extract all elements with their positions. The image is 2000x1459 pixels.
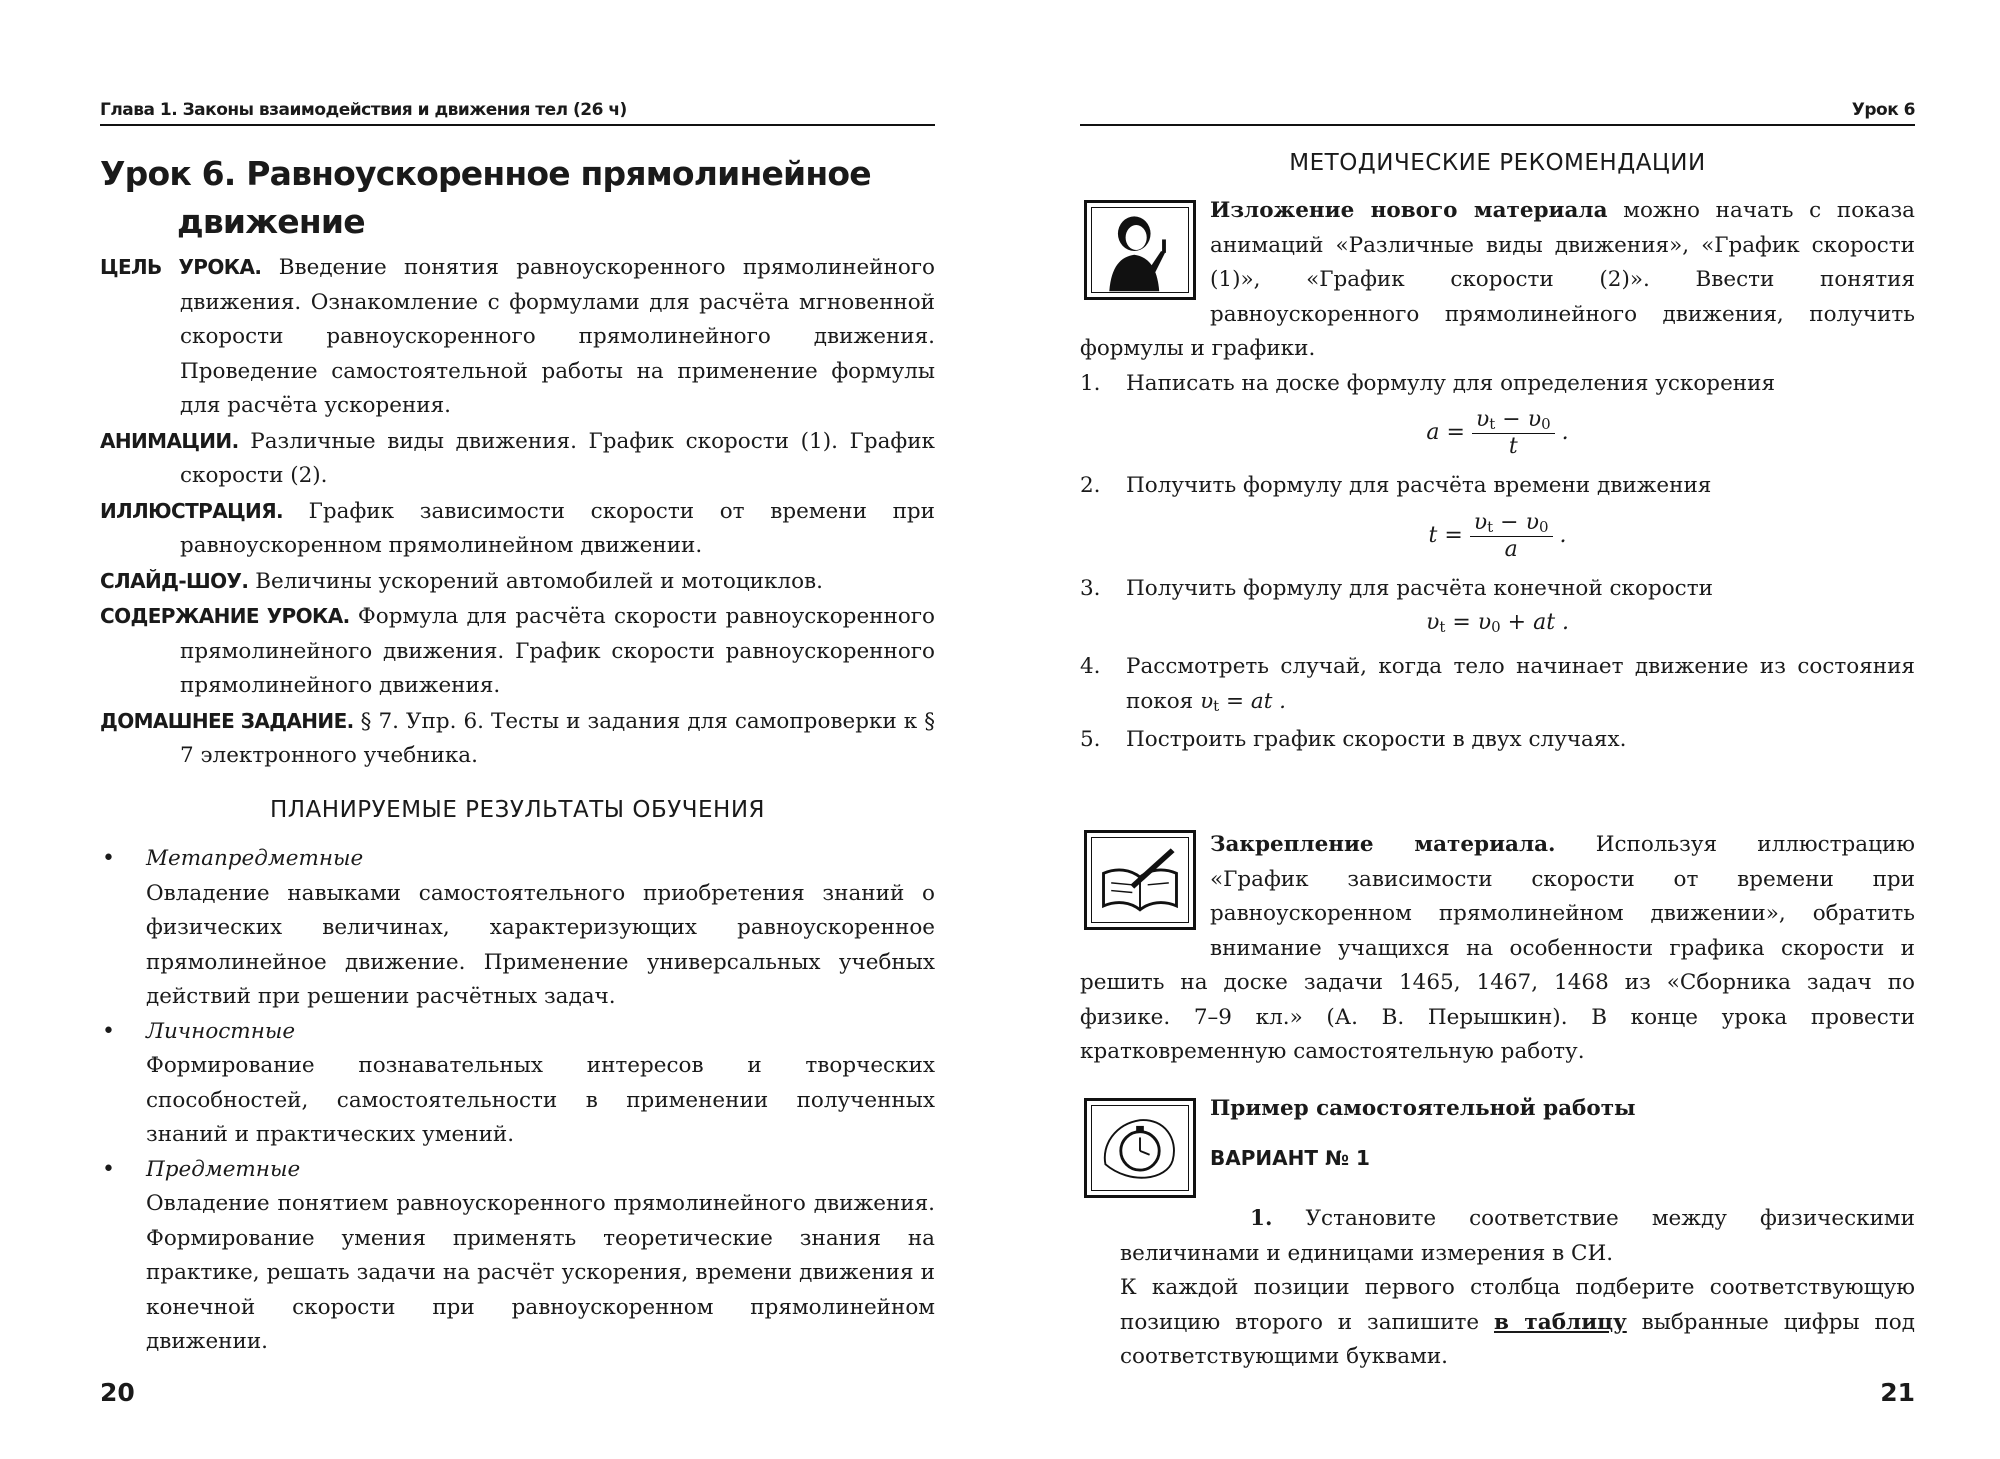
lesson-title-line1: Урок 6. Равноускоренное прямолинейное [100, 154, 871, 193]
list-item: • Предметные Овладение понятием равноускоренного прямолинейного движения. Формирование умения применять теоретические знания на практике, решать задачи на расчёт ускорения, времени движения и конечной скорости при равноускоренном прямолинейном движении. [102, 1156, 935, 1354]
list-item: 1. Написать на доске формулу для определения ускорения [1080, 370, 1776, 396]
left-page [100, 0, 935, 1459]
method-section-title: МЕТОДИЧЕСКИЕ РЕКОМЕНДАЦИИ [1289, 150, 1706, 176]
lesson-meta [100, 250, 935, 774]
meta-goal: ЦЕЛЬ УРОКА. Введение понятия равноускоренного прямолинейного движения. Ознакомление с формулами для расчёта мгновенной скорости равноускоренного прямолинейного движения. Проведение самостоятельной работы на применение формулы для расчёта ускорения. [100, 255, 935, 418]
book-pen-icon [1084, 830, 1196, 930]
meta-content: СОДЕРЖАНИЕ УРОКА. Формула для расчёта скорости равноускоренного прямолинейного движения. График скорости равноускоренного прямолинейного движения. [100, 604, 935, 698]
task-instruction: К каждой позиции первого столбца подберите соответствующую позицию второго и запишите в таблицу выбранные цифры под соответствующими буквами. [1120, 1275, 1915, 1369]
meta-animations: АНИМАЦИИ. Различные виды движения. График скорости (1). График скорости (2). [100, 428, 935, 488]
formula-final-velocity: $\upsilon_t = \upsilon_0$ + at . [1425, 610, 1570, 636]
running-head-text: Глава 1. Законы взаимодействия и движения тел (26 ч) [100, 100, 627, 120]
example-title: Пример самостоятельной работы [1210, 1096, 1636, 1121]
meta-slideshow: СЛАЙД-ШОУ. Величины ускорений автомобилей и мотоциклов. [100, 568, 823, 594]
list-item: • Личностные Формирование познавательных интересов и творческих способностей, самостоятельности в применении полученных знаний и практических умений. [102, 1018, 935, 1147]
list-item: 2. Получить формулу для расчёта времени движения [1080, 473, 1712, 498]
meta-homework: ДОМАШНЕЕ ЗАДАНИЕ. § 7. Упр. 6. Тесты и задания для самопроверки к § 7 электронного учебника. [100, 708, 935, 768]
consolidation-block [1080, 828, 1915, 1070]
page-number: 20 [100, 1378, 135, 1407]
list-item: 4. Рассмотреть случай, когда тело начинает движение из состояния покоя $\upsilon_t$ = at . [1080, 654, 1915, 715]
results-list [100, 842, 935, 1360]
meta-illustration: ИЛЛЮСТРАЦИЯ. График зависимости скорости от времени при равноускоренном прямолинейном движении. [100, 498, 935, 558]
method-block [1080, 194, 1915, 758]
consolidation-paragraph: Закрепление материала. Используя иллюстрацию «График зависимости скорости от времени при равноускоренном прямолинейном движении», обратить внимание учащихся на особенности графика скорости и решить на доске задачи 1465, 1467, 1468 из «Сборника задач по физике. 7–9 кл.» (А. В. Перышкин). В конце урока провести кратковременную самостоятельную работу. [1080, 832, 1915, 1064]
lesson-title [100, 150, 871, 246]
running-head [1080, 98, 1915, 126]
page-number: 21 [1880, 1378, 1915, 1407]
running-head [100, 98, 935, 126]
formula-acceleration: a = $\frac{\upsilon_t - \upsilon_0}{t}$ . [1426, 407, 1569, 459]
formula-time: t = $\frac{\upsilon_t - \upsilon_0}{a}$ . [1428, 509, 1567, 562]
list-item: 5. Построить график скорости в двух случаях. [1080, 727, 1627, 752]
variant-label: ВАРИАНТ № 1 [1210, 1145, 1370, 1170]
list-item: 3. Получить формулу для расчёта конечной скорости [1080, 575, 1713, 601]
right-page [1080, 0, 1915, 1459]
intro-paragraph: Изложение нового материала можно начать с показа анимаций «Различные виды движения», «График скорости (1)», «График скорости (2)». Ввести понятия равноускоренного прямолинейного движения, получить формулы и графики. [1080, 198, 1915, 361]
lesson-title-line2: движение [177, 202, 365, 241]
running-head-text: Урок 6 [1851, 100, 1915, 120]
results-section-title: ПЛАНИРУЕМЫЕ РЕЗУЛЬТАТЫ ОБУЧЕНИЯ [269, 797, 766, 823]
teacher-icon [1084, 200, 1196, 300]
example-block [1080, 1092, 1915, 1375]
list-item: • Метапредметные Овладение навыками самостоятельного приобретения знаний о физических величинах, характеризующих равноускоренное прямолинейное движение. Применение универсальных учебных действий при решении расчётных задач. [102, 846, 935, 1009]
task-paragraph: 1. Установите соответствие между физическими величинами и единицами измерения в СИ. [1120, 1206, 1915, 1266]
stopwatch-hand-icon [1084, 1098, 1196, 1198]
